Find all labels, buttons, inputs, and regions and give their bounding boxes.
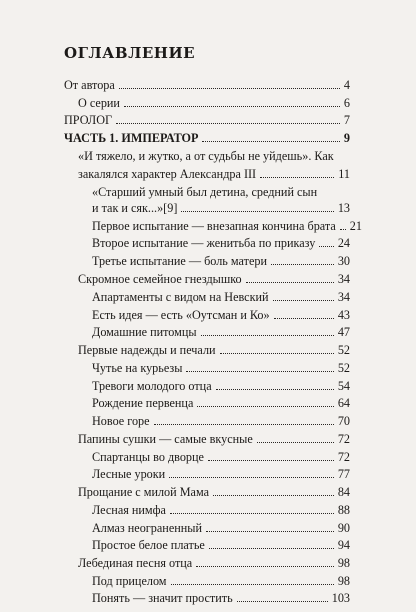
toc-entry-page: 72 bbox=[337, 450, 350, 464]
dot-leader bbox=[213, 495, 334, 496]
toc-entry-page: 90 bbox=[337, 521, 350, 535]
toc-entry-title: Спартанцы во дворце bbox=[92, 450, 204, 464]
dot-leader bbox=[340, 229, 346, 230]
toc-entry-page: 34 bbox=[337, 290, 350, 304]
toc-entry-title: Третье испытание — боль матери bbox=[92, 254, 267, 268]
toc-entry-title: и так и сяк...»[9] bbox=[92, 201, 178, 215]
dot-leader bbox=[319, 246, 334, 247]
toc-entry-title: ЧАСТЬ 1. ИМПЕРАТОР bbox=[64, 131, 199, 145]
dot-leader bbox=[201, 335, 334, 336]
dot-leader bbox=[154, 424, 334, 425]
toc-entry-page: 54 bbox=[337, 379, 350, 393]
toc-entry-title: Под прицелом bbox=[92, 574, 167, 588]
toc-entry bbox=[92, 533, 350, 553]
toc-entry-page: 11 bbox=[338, 167, 350, 181]
toc-entry-page: 24 bbox=[337, 236, 350, 250]
dot-leader bbox=[209, 548, 334, 549]
toc-entry-title: Лесные уроки bbox=[92, 467, 166, 481]
toc-entry-page: 94 bbox=[337, 538, 350, 552]
toc-entry-title: О серии bbox=[78, 96, 120, 110]
toc-entry-page: 43 bbox=[337, 308, 350, 322]
toc-entry bbox=[78, 144, 350, 164]
toc-entry-page: 21 bbox=[349, 219, 362, 233]
toc-entry bbox=[78, 338, 350, 358]
dot-leader bbox=[273, 300, 334, 301]
dot-leader bbox=[246, 282, 334, 283]
toc-entry-title: Простое белое платье bbox=[92, 538, 205, 552]
dot-leader bbox=[274, 318, 334, 319]
toc-entry-title: Домашние питомцы bbox=[92, 325, 197, 339]
toc-entry-title: Второе испытание — женитьба по приказу bbox=[92, 236, 316, 250]
dot-leader bbox=[257, 442, 334, 443]
toc-entry-title: Папины сушки — самые вкусные bbox=[78, 432, 253, 446]
toc-part-entry bbox=[64, 126, 350, 146]
dot-leader bbox=[169, 477, 334, 478]
dot-leader bbox=[124, 106, 340, 107]
toc-entry bbox=[92, 409, 350, 429]
toc-entry-title: Лесная нимфа bbox=[92, 503, 166, 517]
toc-entry-page: 52 bbox=[337, 361, 350, 375]
dot-leader bbox=[196, 566, 334, 567]
toc-entry-title: Апартаменты с видом на Невский bbox=[92, 290, 269, 304]
toc-entry bbox=[78, 267, 350, 287]
toc-entry-title: Понять — значит простить bbox=[92, 591, 233, 605]
dot-leader bbox=[237, 601, 328, 602]
toc-entry-page: 103 bbox=[331, 591, 350, 605]
toc-entry bbox=[92, 356, 350, 376]
dot-leader bbox=[260, 177, 334, 178]
toc-entry-title: Рождение первенца bbox=[92, 396, 194, 410]
dot-leader bbox=[216, 389, 334, 390]
toc-entry-page: 84 bbox=[337, 485, 350, 499]
toc-entry bbox=[92, 285, 350, 305]
toc-entry bbox=[78, 162, 350, 182]
dot-leader bbox=[220, 353, 334, 354]
dot-leader bbox=[197, 406, 333, 407]
toc-entry-title: От автора bbox=[64, 78, 115, 92]
toc-entry-page: 64 bbox=[337, 396, 350, 410]
toc-entry-title: «И тяжело, и жутко, а от судьбы не уйдешь». Как bbox=[78, 149, 334, 163]
toc-entry-page: 72 bbox=[337, 432, 350, 446]
toc-entry-page: 52 bbox=[337, 343, 350, 357]
toc-entry-page: 47 bbox=[337, 325, 350, 339]
toc-entry bbox=[92, 196, 350, 216]
toc-entry-page: 98 bbox=[337, 574, 350, 588]
toc-entry-page: 88 bbox=[337, 503, 350, 517]
dot-leader bbox=[206, 531, 334, 532]
toc-entry bbox=[92, 231, 350, 251]
toc-entry-title: Тревоги молодого отца bbox=[92, 379, 212, 393]
toc-entry-page: 9 bbox=[343, 131, 350, 145]
toc-entry-title: Лебединая песня отца bbox=[78, 556, 193, 570]
toc-entry bbox=[92, 586, 350, 606]
dot-leader bbox=[171, 584, 334, 585]
toc-entry-title: Есть идея — есть «Оутсман и Ко» bbox=[92, 308, 270, 322]
dot-leader bbox=[181, 211, 333, 212]
toc-entry-page: 98 bbox=[337, 556, 350, 570]
dot-leader bbox=[186, 371, 333, 372]
toc-entry-page: 7 bbox=[343, 113, 350, 127]
toc-entry bbox=[92, 391, 350, 411]
toc-entry-page: 34 bbox=[337, 272, 350, 286]
dot-leader bbox=[119, 88, 340, 89]
toc-entry-page: 6 bbox=[343, 96, 350, 110]
dot-leader bbox=[202, 141, 339, 142]
toc-entry-page: 70 bbox=[337, 414, 350, 428]
dot-leader bbox=[208, 460, 334, 461]
toc-entry-title: Первые надежды и печали bbox=[78, 343, 216, 357]
toc-entry-page: 30 bbox=[337, 254, 350, 268]
toc-entry bbox=[64, 73, 350, 93]
toc-entry-title: «Старший умный был детина, средний сын bbox=[92, 185, 318, 199]
toc-entry bbox=[78, 480, 350, 500]
toc-entry bbox=[92, 498, 350, 518]
toc-heading: оглавление bbox=[64, 38, 196, 64]
toc-entry bbox=[92, 320, 350, 340]
toc-entry-page: 4 bbox=[343, 78, 350, 92]
toc-entry bbox=[64, 108, 350, 128]
toc-entry bbox=[78, 551, 350, 571]
toc-entry-title: Чутье на курьезы bbox=[92, 361, 183, 375]
toc-entry-title: Скромное семейное гнездышко bbox=[78, 272, 242, 286]
toc-entry bbox=[92, 249, 350, 269]
dot-leader bbox=[170, 513, 334, 514]
toc-entry-title: Прощание с милой Мама bbox=[78, 485, 210, 499]
toc-entry-title: ПРОЛОГ bbox=[64, 113, 113, 127]
toc-entry-page: 13 bbox=[337, 201, 350, 215]
toc-entry-title: закалялся характер Александра III bbox=[78, 167, 257, 181]
toc-entry-title: Алмаз неограненный bbox=[92, 521, 202, 535]
dot-leader bbox=[116, 123, 340, 124]
toc-entry-title: Новое горе bbox=[92, 414, 150, 428]
toc-entry bbox=[78, 427, 350, 447]
dot-leader bbox=[271, 264, 334, 265]
toc-entry-title: Первое испытание — внезапная кончина брата bbox=[92, 219, 336, 233]
toc-entry-page: 77 bbox=[337, 467, 350, 481]
toc-entry bbox=[92, 462, 350, 482]
